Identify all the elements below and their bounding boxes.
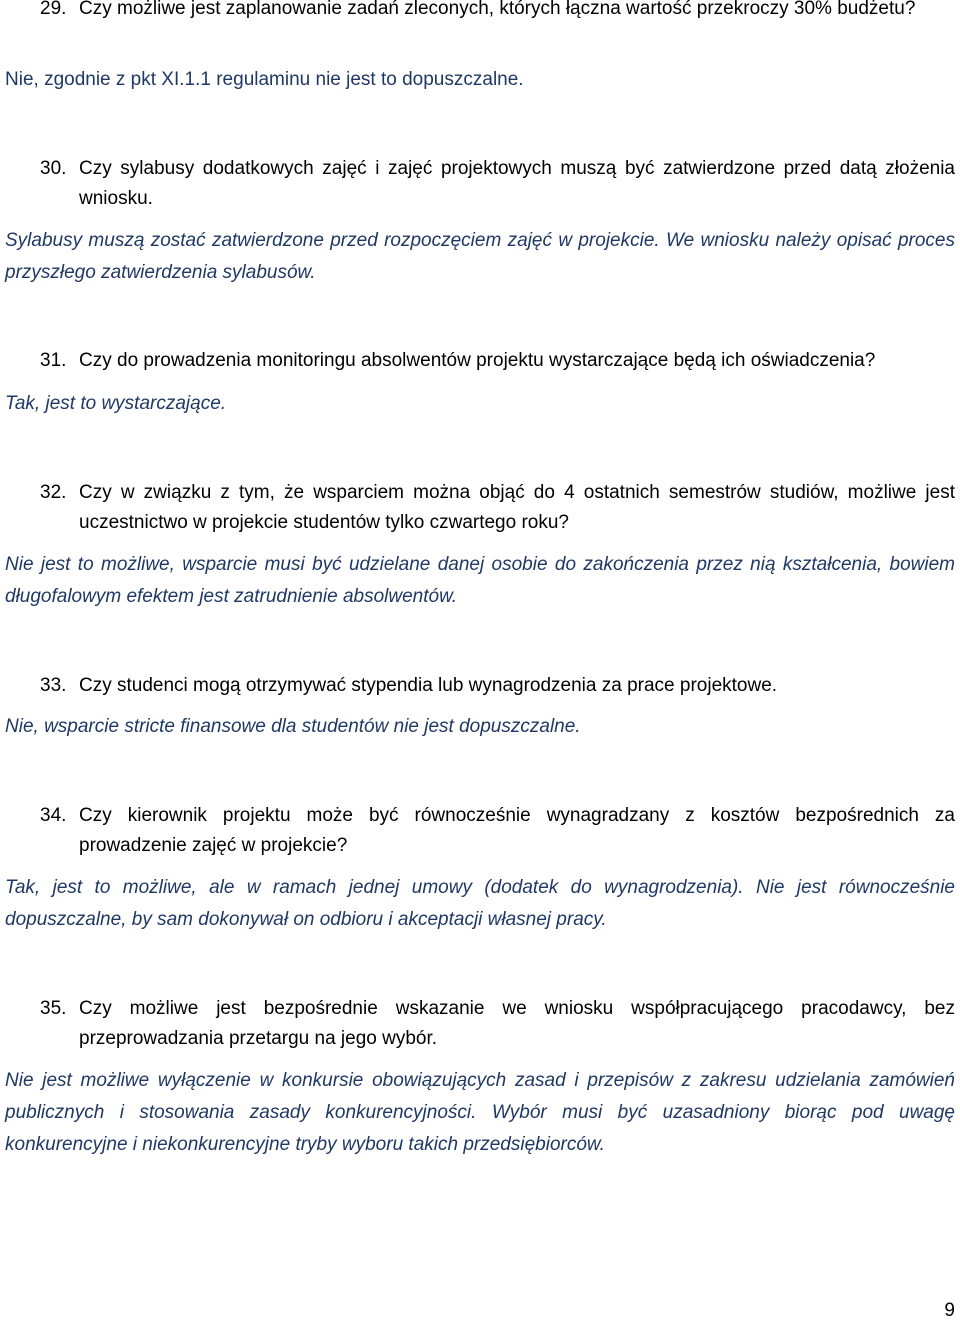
- question-text: Czy sylabusy dodatkowych zajęć i zajęć projektowych muszą być zatwierdzone przed datą złożenia wniosku.: [79, 158, 955, 209]
- question-number: 30.: [40, 158, 67, 179]
- answer-35: Nie jest możliwe wyłączenie w konkursie obowiązujących zasad i przepisów z zakresu udzielania zamówień publicznych i stosowania zasady konkurencyjności. Wybór musi być uzasadniony biorąc pod uwagę konkurencyjne i niekonkurencyjne tryby wyboru takich przedsiębiorców.: [5, 1070, 955, 1155]
- question-text: Czy możliwe jest zaplanowanie zadań zleconych, których łączna wartość przekroczy 30% budżetu?: [79, 0, 916, 19]
- question-text: Czy do prowadzenia monitoringu absolwentów projektu wystarczające będą ich oświadczenia?: [79, 350, 876, 371]
- question-35: [0, 994, 955, 1053]
- question-number: 34.: [40, 805, 67, 826]
- answer-29: Nie, zgodnie z pkt XI.1.1 regulaminu nie jest to dopuszczalne.: [5, 69, 524, 90]
- question-number: 33.: [40, 675, 67, 696]
- question-33: [0, 671, 955, 701]
- answer-32: Nie jest to możliwe, wsparcie musi być udzielane danej osobie do zakończenia przez nią kształcenia, bowiem długofalowym efektem jest zatrudnienie absolwentów.: [5, 554, 955, 607]
- question-32: [0, 478, 955, 537]
- answer-30: Sylabusy muszą zostać zatwierdzone przed rozpoczęciem zajęć w projekcie. We wniosku należy opisać proces przyszłego zatwierdzenia sylabusów.: [5, 230, 955, 283]
- question-number: 32.: [40, 482, 67, 503]
- question-text: Czy możliwe jest bezpośrednie wskazanie we wniosku współpracującego pracodawcy, bez przeprowadzania przetargu na jego wybór.: [79, 998, 955, 1049]
- question-30: [0, 154, 955, 213]
- question-text: Czy w związku z tym, że wsparciem można objąć do 4 ostatnich semestrów studiów, możliwe jest uczestnictwo w projekcie studentów tylko czwartego roku?: [79, 482, 955, 533]
- answer-34: Tak, jest to możliwe, ale w ramach jednej umowy (dodatek do wynagrodzenia). Nie jest równocześnie dopuszczalne, by sam dokonywał on odbioru i akceptacji własnej pracy.: [5, 877, 955, 930]
- question-number: 29.: [40, 0, 67, 19]
- answer-31: Tak, jest to wystarczające.: [5, 393, 227, 414]
- question-34: [0, 801, 955, 860]
- question-number: 31.: [40, 350, 67, 371]
- question-text: Czy kierownik projektu może być równocześnie wynagradzany z kosztów bezpośrednich za prowadzenie zajęć w projekcie?: [79, 805, 955, 856]
- question-31: [0, 346, 955, 376]
- answer-33: Nie, wsparcie stricte finansowe dla studentów nie jest dopuszczalne.: [5, 716, 581, 737]
- question-number: 35.: [40, 998, 67, 1019]
- question-29: [0, 0, 955, 24]
- page-number: 9: [944, 1300, 955, 1321]
- question-text: Czy studenci mogą otrzymywać stypendia lub wynagrodzenia za prace projektowe.: [79, 675, 778, 696]
